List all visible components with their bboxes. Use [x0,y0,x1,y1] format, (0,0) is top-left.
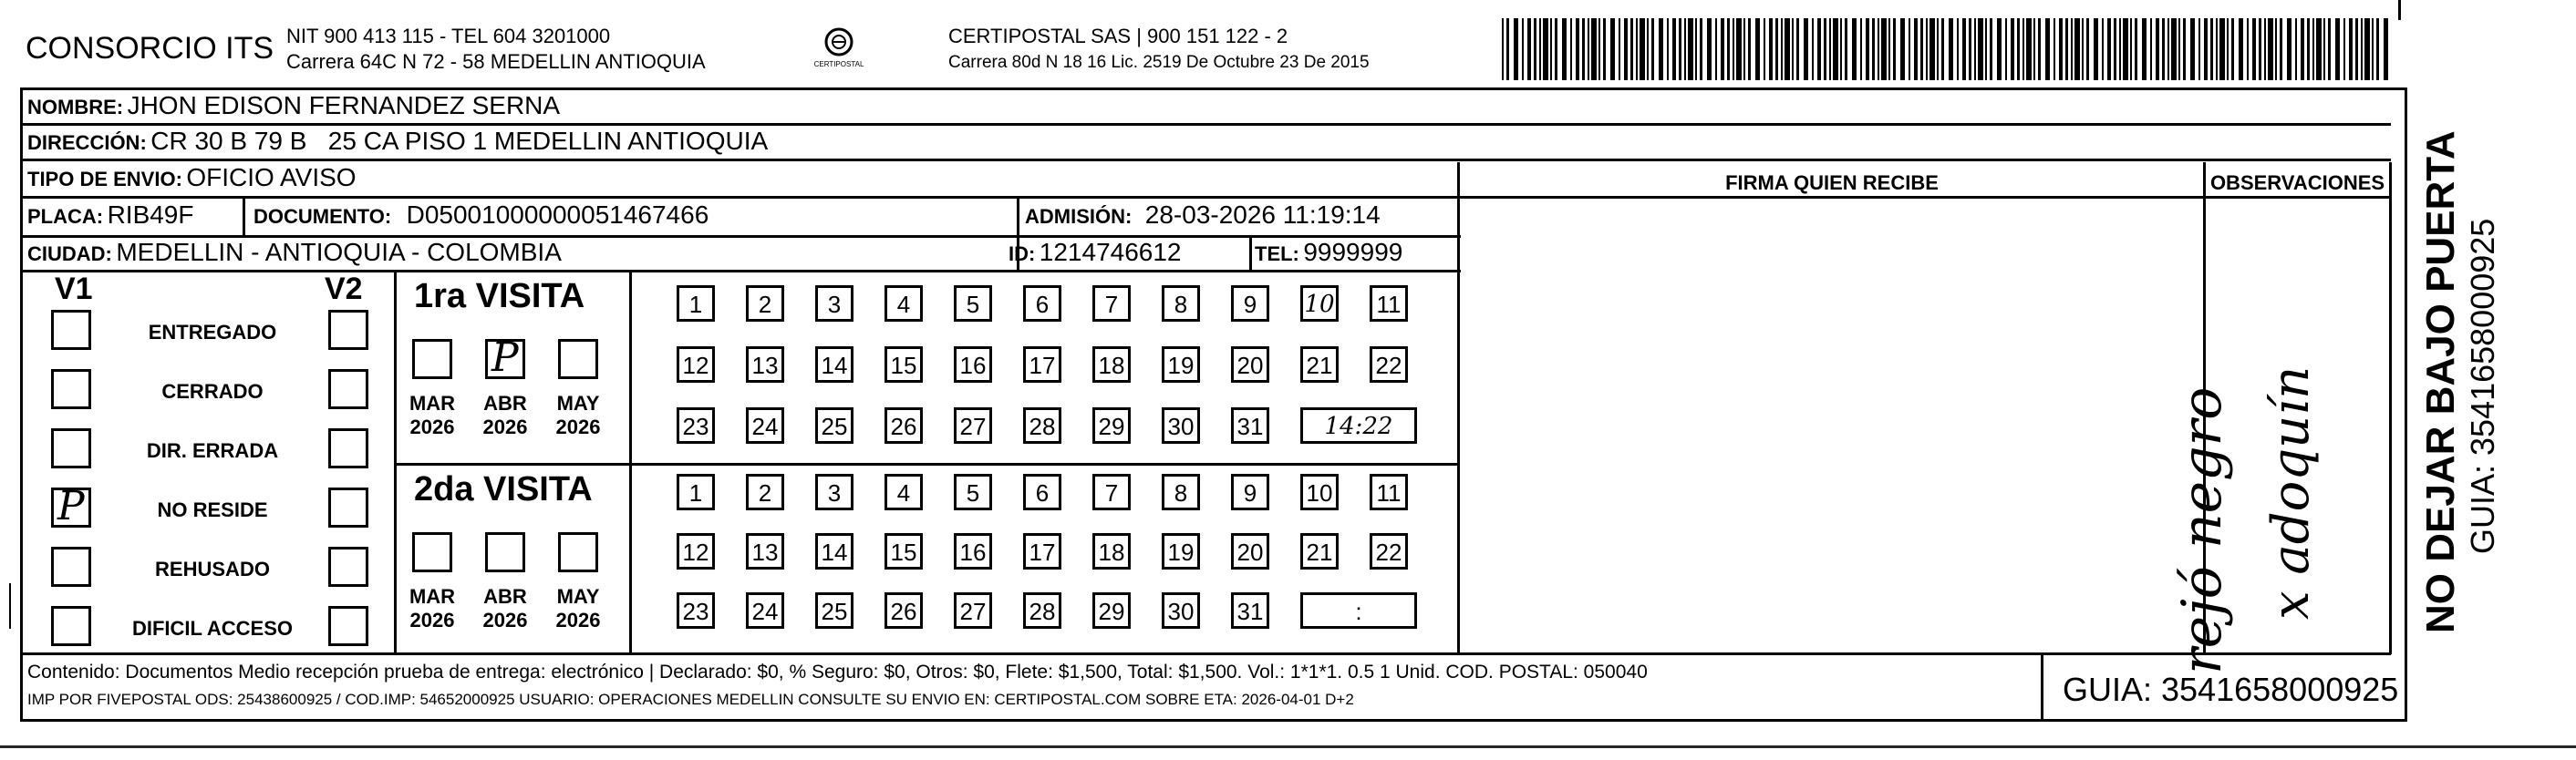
first-visit-time-box[interactable]: 14:22 [1300,407,1417,444]
recipient-name: JHON EDISON FERNANDEZ SERNA [127,91,561,119]
barcode-bar [2059,18,2063,80]
barcode-bar [2268,18,2273,80]
shipment-type: OFICIO AVISO [186,163,357,191]
barcode-bar [1659,18,1663,80]
barcode-bar [1619,18,1620,80]
first-visit-month-label: MAR [409,392,456,415]
barcode-bar [1881,18,1887,80]
second-visit-day-box[interactable]: 20 [1231,533,1269,570]
barcode-bar [2275,18,2277,80]
barcode-bar [1962,18,1966,80]
city-value: MEDELLIN - ANTIOQUIA - COLOMBIA [116,238,562,266]
second-visit-month-label: MAR [409,585,456,608]
barcode-bar [2301,18,2304,80]
barcode-bar [1721,18,1724,80]
barcode-bar [2156,18,2159,80]
v1-label: V1 [55,272,93,306]
second-visit-day-box[interactable]: 12 [677,533,715,570]
first-visit-day-box[interactable]: 5 [954,285,992,322]
barcode-bar [2178,18,2180,80]
second-visit-time-box[interactable]: : [1300,592,1417,629]
courier-license: Carrera 80d N 18 16 Lic. 2519 De Octubre 23 De 2015 [948,53,1370,72]
tel-value: 9999999 [1303,238,1403,266]
second-visit-day-box[interactable]: 11 [1370,474,1408,510]
barcode-bar [1748,18,1751,80]
second-visit-day-box[interactable]: 6 [1023,474,1061,510]
first-visit-day-box[interactable]: 4 [885,285,923,322]
barcode-bar [1969,18,1971,80]
second-visit-day-box[interactable]: 3 [815,474,853,510]
first-visit-day-box[interactable]: 8 [1162,285,1200,322]
barcode-bar [1900,18,1905,80]
barcode-bar [2033,18,2035,80]
barcode-bar [2328,18,2331,80]
logo-text: CERTIPOSTAL [813,60,864,68]
barcode-bar [1684,18,1686,80]
first-visit-month-checkbox[interactable] [412,339,452,379]
first-visit-day-box[interactable]: 25 [815,407,853,444]
first-visit-day-box[interactable]: 18 [1092,346,1131,383]
first-visit-day-box[interactable]: 1 [677,285,715,322]
barcode-bar [1866,18,1869,80]
barcode-bar [2038,18,2041,80]
barcode-bar [1667,18,1669,80]
barcode-bar [2316,18,2322,80]
barcode-bar [1679,18,1681,80]
first-visit-month-label: MAY [556,392,600,415]
barcode-bar [1743,18,1745,80]
type-label: TIPO DE ENVIO: [27,168,182,190]
barcode-bar [2204,18,2208,80]
second-visit-day-box[interactable]: 29 [1092,592,1131,629]
barcode-bar [2107,18,2111,80]
admission-label: ADMISIÓN: [1025,205,1133,228]
second-visit-day-box[interactable]: 21 [1300,533,1339,570]
second-visit-day-box[interactable]: 30 [1162,592,1200,629]
barcode-bar [2280,18,2282,80]
barcode-bar [1636,18,1638,80]
barcode-bar [2086,18,2089,80]
second-visit-day-box[interactable]: 14 [815,533,853,570]
v1-checkbox[interactable] [51,606,91,646]
barcode-bar [2307,18,2310,80]
second-visit-day-box[interactable]: 18 [1092,533,1131,570]
v1-checkbox[interactable] [51,310,91,350]
second-visit-day-box[interactable]: 31 [1231,592,1269,629]
v1-checkbox[interactable] [51,428,91,468]
barcode-bar [2183,18,2186,80]
barcode-bar [2011,18,2014,80]
first-visit-day-box[interactable]: 23 [677,407,715,444]
status-option-label: REHUSADO [155,558,270,580]
observation-handwriting-2: x adoquín [2261,365,2321,620]
first-visit-month-checkbox[interactable] [485,334,525,381]
barcode-bar [2198,18,2200,80]
second-visit-day-box[interactable]: 25 [815,592,853,629]
first-visit-day-box[interactable]: 16 [954,346,992,383]
first-visit-day-box[interactable]: 12 [677,346,715,383]
barcode-bar [2150,18,2152,80]
second-visit-day-box[interactable]: 7 [1092,474,1131,510]
first-visit-day-box[interactable]: 2 [746,285,784,322]
barcode-bar [1522,18,1524,80]
barcode-bar [1695,18,1697,80]
barcode-bar [2295,18,2297,80]
barcode-bar [2349,18,2353,80]
barcode-bar [2074,18,2080,80]
barcode-bar [2171,18,2177,80]
barcode-bar [1817,18,1821,80]
barcode-bar [1630,18,1633,80]
barcode-bar [1736,18,1742,80]
barcode-bar [1591,18,1597,80]
name-label: NOMBRE: [27,96,124,118]
barcode-bar [2239,18,2243,80]
barcode-bar [2119,18,2121,80]
observations-header: OBSERVACIONES [2209,171,2385,194]
first-visit-day-box[interactable]: 22 [1370,346,1408,383]
company-nit: NIT 900 413 115 - TEL 604 3201000 [286,25,611,47]
barcode-bar [1610,18,1615,80]
v2-checkbox[interactable] [328,606,368,646]
barcode-bar [1914,18,1918,80]
barcode-bar [2343,18,2345,80]
barcode-bar [1804,18,1808,80]
city-label: CIUDAD: [27,242,112,265]
barcode-bar [2142,18,2147,80]
first-visit-day-box[interactable]: 10 [1300,285,1339,322]
barcode-bar [2312,18,2314,80]
barcode-bar [1543,18,1548,80]
second-visit-day-box[interactable]: 13 [746,533,784,570]
barcode-bar [1502,18,1504,80]
first-visit-day-box[interactable]: 6 [1023,285,1061,322]
barcode-bar [1829,18,1831,80]
first-visit-year-label: 2026 [482,416,528,438]
second-visit-day-box[interactable]: 9 [1231,474,1269,510]
second-visit-day-box[interactable]: 10 [1300,474,1339,510]
barcode-bar [1688,18,1693,80]
barcode-bar [1990,18,1992,80]
barcode-bar [2372,18,2374,80]
barcode-bar [1555,18,1557,80]
barcode-bar [1796,18,1799,80]
first-visit-title: 1ra VISITA [414,277,585,315]
barcode-bar [1715,18,1717,80]
barcode-bar [1570,18,1572,80]
first-visit-year-label: 2026 [409,416,455,438]
second-visit-day-box[interactable]: 16 [954,533,992,570]
first-visit-day-box[interactable]: 19 [1162,346,1200,383]
barcode-bar [1640,18,1645,80]
v2-checkbox[interactable] [328,369,368,409]
document-label: DOCUMENTO: [253,205,392,228]
barcode-bar [1978,18,1983,80]
barcode-bar [1506,18,1509,80]
barcode-bar [1576,18,1579,80]
first-visit-day-box[interactable]: 15 [885,346,923,383]
barcode-bar [1909,18,1910,80]
second-visit-day-box[interactable]: 15 [885,533,923,570]
barcode-bar [2364,18,2370,80]
courier-name: CERTIPOSTAL SAS | 900 151 122 - 2 [948,25,1288,47]
barcode-bar [1755,18,1760,80]
barcode-bar [1514,18,1518,80]
barcode-bar [1727,18,1730,80]
v1-checkbox[interactable] [51,547,91,587]
barcode-bar [1651,18,1654,80]
barcode-bar [2376,18,2379,80]
second-visit-month-checkbox[interactable] [558,532,598,572]
first-visit-year-label: 2026 [555,416,601,438]
barcode-bar [1920,18,1923,80]
barcode-bar [1845,18,1847,80]
second-visit-day-box[interactable]: 2 [746,474,784,510]
barcode-bar [1937,18,1939,80]
plate-label: PLACA: [27,205,104,228]
admission-value: 28-03-2026 11:19:14 [1144,200,1381,229]
second-visit-year-label: 2026 [555,609,601,632]
footer-print-info: IMP POR FIVEPOSTAL ODS: 25438600925 / COD.IMP: 54652000925 USUARIO: OPERACIONES MEDELLIN CONSULTE SU ENVIO EN: CERTIPOSTAL.COM SOBRE ETA: 2026-04-01 D+2 [27,691,1354,708]
first-visit-day-box[interactable]: 24 [746,407,784,444]
barcode-bar [1833,18,1838,80]
barcode-bar [2323,18,2325,80]
barcode-bar [1582,18,1585,80]
second-visit-day-box[interactable]: 5 [954,474,992,510]
barcode-bar [2259,18,2261,80]
first-visit-month-label: ABR [483,392,527,415]
second-visit-day-box[interactable]: 8 [1162,474,1200,510]
status-option-label: DIR. ERRADA [146,439,279,462]
first-visit-day-box[interactable]: 17 [1023,346,1061,383]
barcode-bar [1812,18,1814,80]
barcode-bar [2045,18,2050,80]
month-checkbox-mark: P [491,334,519,381]
v1-checkbox[interactable] [51,483,91,529]
second-visit-day-box[interactable]: 22 [1370,533,1408,570]
barcode-bar [2102,18,2104,80]
barcode-bar [1700,18,1702,80]
company-address: Carrera 64C N 72 - 58 MEDELLIN ANTIOQUIA [286,50,706,73]
first-visit-day-box[interactable]: 14 [815,346,853,383]
barcode-bar [1781,18,1783,80]
second-visit-year-label: 2026 [482,609,528,632]
first-visit-month-checkbox[interactable] [558,339,598,379]
barcode-bar [2219,18,2225,80]
barcode-bar [1949,18,1953,80]
document-value: D05001000000051467466 [406,200,709,229]
barcode-bar [1878,18,1879,80]
status-option-label: DIFICIL ACCESO [131,617,293,640]
second-visit-day-box[interactable]: 17 [1023,533,1061,570]
address-label: DIRECCIÓN: [27,131,147,154]
second-visit-day-box[interactable]: 28 [1023,592,1061,629]
barcode-bar [1672,18,1676,80]
second-visit-year-label: 2026 [409,609,455,632]
recipient-address: CR 30 B 79 B 25 CA PISO 1 MEDELLIN ANTIOQUIA [150,127,769,155]
second-visit-month-label: MAY [556,585,600,608]
status-option-label: CERRADO [161,380,264,403]
v2-checkbox[interactable] [328,547,368,587]
barcode-bar [2071,18,2073,80]
status-option-label: NO RESIDE [157,498,268,521]
barcode-bar [2023,18,2024,80]
barcode-bar [2190,18,2195,80]
barcode-bar [2247,18,2249,80]
first-visit-day-box[interactable]: 30 [1162,407,1200,444]
side-guia: GUIA: 3541658000925 [2464,218,2501,554]
second-visit-month-label: ABR [483,585,527,608]
barcode-bar [1764,18,1765,80]
barcode-bar [1852,18,1857,80]
first-visit-day-box[interactable]: 28 [1023,407,1061,444]
second-visit-day-box[interactable]: 24 [746,592,784,629]
v2-label: V2 [325,272,363,306]
footer-guia: GUIA: 3541658000925 [2063,671,2399,708]
barcode-bar [1647,18,1649,80]
barcode-bar [1588,18,1589,80]
second-visit-day-box[interactable]: 19 [1162,533,1200,570]
side-warning: NO DEJAR BAJO PUERTA [2418,130,2463,633]
barcode-bar [1872,18,1875,80]
first-visit-day-box[interactable]: 20 [1231,346,1269,383]
barcode-bar [2167,18,2169,80]
footer-contents: Contenido: Documentos Medio recepción prueba de entrega: electrónico | Declarado: $0, % Seguro: $0, Otros: $0, Flete: $1,500, Total: $1,500. Vol.: 1*1*1. 0.5 1 Unid. COD. POSTAL: 050040 [27,662,1648,683]
barcode-bar [2130,18,2132,80]
v2-checkbox[interactable] [328,488,368,528]
barcode-bar [1785,18,1790,80]
barcode-bar [1792,18,1794,80]
barcode-bar [1985,18,1987,80]
first-visit-day-box[interactable]: 7 [1092,285,1131,322]
plate-value: RIB49F [107,200,194,229]
barcode-bar [2005,18,2007,80]
tel-label: TEL: [1255,242,1299,265]
barcode-bar [2054,18,2055,80]
observation-handwriting-1: rejó negro [2170,386,2234,674]
second-visit-day-box[interactable]: 27 [954,592,992,629]
first-visit-day-box[interactable]: 26 [885,407,923,444]
status-option-label: ENTREGADO [148,321,277,344]
barcode-bar [1824,18,1826,80]
first-visit-day-box[interactable]: 21 [1300,346,1339,383]
top-right-tick [2398,0,2401,20]
first-visit-day-box[interactable]: 3 [815,285,853,322]
second-visit-day-box[interactable]: 23 [677,592,715,629]
barcode-bar [1929,18,1935,80]
second-visit-day-box[interactable]: 26 [885,592,923,629]
first-visit-day-box[interactable]: 27 [954,407,992,444]
barcode-bar [1539,18,1541,80]
first-visit-day-box[interactable]: 13 [746,346,784,383]
barcode-bar [1957,18,1959,80]
barcode-bar [2210,18,2213,80]
barcode-bar [1733,18,1734,80]
first-visit-day-box[interactable]: 9 [1231,285,1269,322]
barcode-bar [2026,18,2032,80]
barcode-bar [2355,18,2358,80]
barcode-bar [1603,18,1606,80]
barcode-bar [2017,18,2020,80]
barcode-bar [1926,18,1928,80]
barcode-bar [1840,18,1842,80]
v1-checkbox[interactable] [51,369,91,409]
v2-checkbox[interactable] [328,428,368,468]
barcode-bar [1888,18,1890,80]
company-name: CONSORCIO ITS [26,31,274,66]
barcode-bar [1974,18,1976,80]
certipostal-logo [812,24,866,75]
first-visit-day-box[interactable]: 29 [1092,407,1131,444]
barcode-bar [2361,18,2363,80]
barcode-bar [2123,18,2128,80]
barcode-bar [2287,18,2292,80]
v1-checkbox-mark: P [57,483,85,529]
barcode-bar [2231,18,2234,80]
barcode-bar [1624,18,1628,80]
barcode-bar [2065,18,2068,80]
second-visit-day-box[interactable]: 4 [885,474,923,510]
barcode-bar [1997,18,2002,80]
barcode [1500,18,2394,80]
barcode-bar [2135,18,2137,80]
barcode-bar [1769,18,1773,80]
second-visit-month-checkbox[interactable] [412,532,452,572]
barcode-bar [1598,18,1600,80]
barcode-bar [1775,18,1778,80]
first-visit-day-box[interactable]: 11 [1370,285,1408,322]
barcode-bar [1707,18,1712,80]
barcode-bar [2216,18,2218,80]
second-visit-month-checkbox[interactable] [485,532,525,572]
barcode-bar [1534,18,1536,80]
barcode-bar [1860,18,1862,80]
id-value: 1214746612 [1039,238,1182,266]
v2-checkbox[interactable] [328,310,368,350]
barcode-bar [2227,18,2229,80]
second-visit-day-box[interactable]: 1 [677,474,715,510]
barcode-bar [2264,18,2266,80]
barcode-bar [2094,18,2098,80]
barcode-bar [1550,18,1552,80]
barcode-bar [2114,18,2116,80]
first-visit-day-box[interactable]: 31 [1231,407,1269,444]
id-label: ID: [1009,242,1036,265]
barcode-bar [1941,18,1944,80]
signature-header: FIRMA QUIEN RECIBE [1725,171,1939,194]
barcode-bar [1527,18,1531,80]
barcode-bar [2384,18,2388,80]
barcode-bar [2082,18,2084,80]
barcode-bar [2252,18,2256,80]
barcode-bar [2162,18,2165,80]
barcode-bar [2335,18,2340,80]
second-visit-title: 2da VISITA [414,470,593,508]
barcode-bar [1893,18,1896,80]
barcode-bar [1562,18,1567,80]
